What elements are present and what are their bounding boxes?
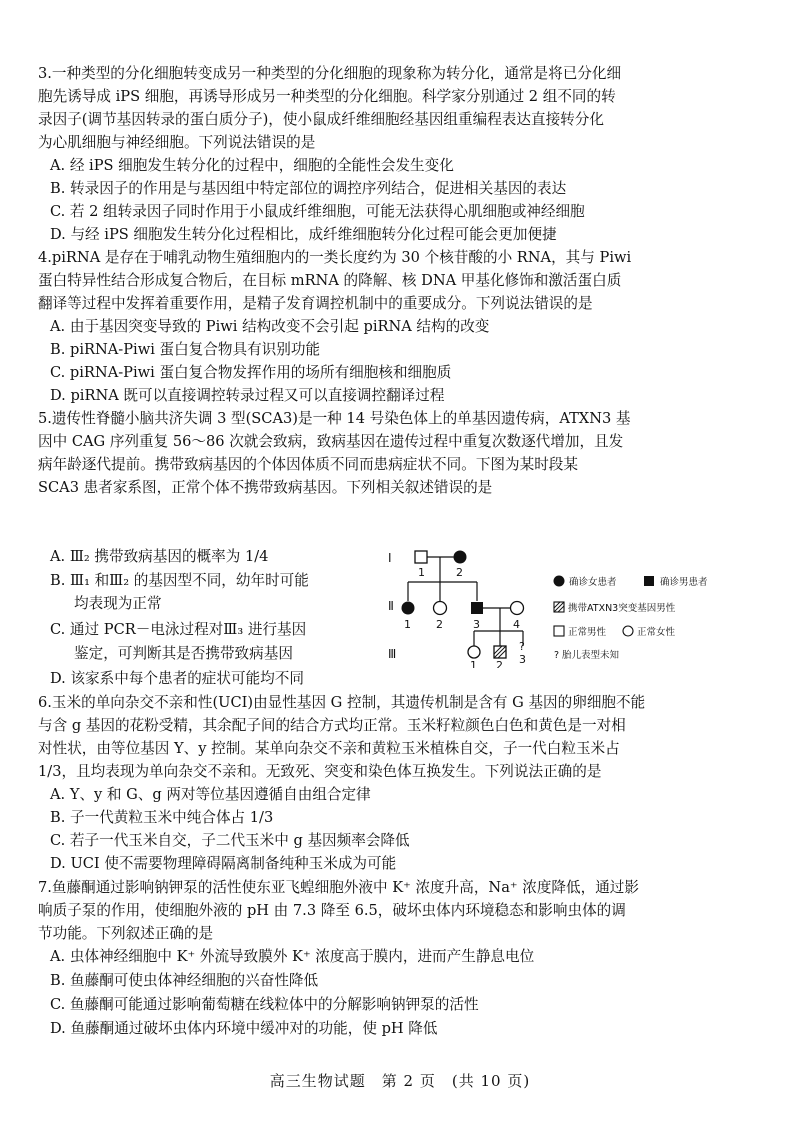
legend-carrier-male: 携带ATXN3突变基因男性	[568, 603, 676, 614]
gen2-number-4: 4	[513, 618, 520, 631]
question-6-option-b: B. 子一代黄粒玉米中纯合体占 1/3	[50, 809, 274, 826]
question-4-stem-line: 4.piRNA 是存在于哺乳动物生殖细胞内的一类长度约为 30 个核苷酸的小 RNA，其与 Piwi	[38, 249, 632, 266]
legend-affected-female: 确诊女患者	[569, 577, 617, 588]
question-6-stem-line: 6.玉米的单向杂交不亲和性(UCI)由显性基因 G 控制，其遗传机制是含有 G 基因的卵细胞不能	[38, 694, 646, 711]
gen3-number-2: 2	[496, 659, 503, 668]
question-4-stem-line: 蛋白特异性结合形成复合物后，在目标 mRNA 的降解、核 DNA 甲基化修饰和激活蛋白质	[38, 272, 622, 289]
question-3-stem-line: 胞先诱导成 iPS 细胞，再诱导形成另一种类型的分化细胞。科学家分别通过 2 组不同的转	[38, 88, 616, 105]
gen2-number-1: 1	[404, 618, 411, 631]
pedigree-legend	[554, 576, 709, 662]
gen2-number-3: 3	[473, 618, 480, 631]
legend-affected-male-icon	[644, 576, 654, 586]
legend-normal-male-icon	[554, 626, 564, 636]
gen3-number-1: 1	[470, 659, 477, 668]
question-3-stem-line: 为心肌细胞与神经细胞。下列说法错误的是	[38, 134, 316, 151]
generation-label-2: Ⅱ	[388, 599, 394, 613]
gen2-normal-female	[434, 602, 447, 615]
gen3-number-3: 3	[519, 653, 526, 666]
generation-label-1: Ⅰ	[388, 551, 392, 565]
question-5-option-d: D. 该家系中每个患者的症状可能均不同	[50, 670, 304, 687]
question-7-option-c: C. 鱼藤酮可能通过影响葡萄糖在线粒体中的分解影响钠钾泵的活性	[50, 996, 479, 1013]
gen2-number-2: 2	[436, 618, 443, 631]
question-5-option-c-cont: 鉴定，可判断其是否携带致病基因	[74, 645, 293, 662]
legend-normal-male: 正常男性	[568, 627, 607, 638]
question-7-option-a: A. 虫体神经细胞中 K⁺ 外流导致膜外 K⁺ 浓度高于膜内，进而产生静息电位	[50, 948, 535, 965]
question-5-stem-line: 5.遗传性脊髓小脑共济失调 3 型(SCA3)是一种 14 号染色体上的单基因遗传病，ATXN3 基	[38, 410, 631, 427]
question-4-stem-line: 翻译等过程中发挥着重要作用，是精子发育调控机制中的重要成分。下列说法错误的是	[38, 295, 593, 312]
question-3-stem-line: 录因子(调节基因转录的蛋白质分子)，使小鼠成纤维细胞经基因组重编程表达直接转分化	[38, 111, 604, 128]
gen2-affected-male	[471, 602, 483, 614]
legend-fetus-unknown: ? 胎儿表型未知	[554, 650, 620, 661]
question-6-stem-line: 对性状，由等位基因 Y、y 控制。某单向杂交不亲和黄粒玉米植株自交，子一代白粒玉米占	[38, 740, 620, 757]
question-4-option-d: D. piRNA 既可以直接调控转录过程又可以直接调控翻译过程	[50, 387, 445, 404]
question-6-option-d: D. UCI 使不需要物理障碍隔离制备纯种玉米成为可能	[50, 855, 397, 872]
generation-label-3: Ⅲ	[388, 647, 397, 661]
gen3-normal-female	[468, 646, 480, 658]
question-6-option-a: A. Y、y 和 G、g 两对等位基因遵循自由组合定律	[50, 786, 371, 803]
legend-affected-female-icon	[554, 576, 565, 587]
gen2-affected-female	[402, 602, 415, 615]
gen1-affected-female	[454, 551, 467, 564]
question-5-option-a: A. Ⅲ₂ 携带致病基因的概率为 1/4	[50, 548, 269, 565]
legend-normal-female: 正常女性	[637, 627, 676, 638]
question-4-option-a: A. 由于基因突变导致的 Piwi 结构改变不会引起 piRNA 结构的改变	[50, 318, 490, 335]
question-4-option-c: C. piRNA-Piwi 蛋白复合物发挥作用的场所有细胞核和细胞质	[50, 364, 452, 381]
question-5-option-b: B. Ⅲ₁ 和Ⅲ₂ 的基因型不同，幼年时可能	[50, 572, 309, 589]
question-3-option-d: D. 与经 iPS 细胞发生转分化过程相比，成纤维细胞转分化过程可能会更加便捷	[50, 226, 557, 243]
question-3-option-c: C. 若 2 组转录因子同时作用于小鼠成纤维细胞，可能无法获得心肌细胞或神经细胞	[50, 203, 585, 220]
question-5-option-b-cont: 均表现为正常	[74, 595, 162, 612]
question-7-stem-line: 节功能。下列叙述正确的是	[38, 925, 214, 942]
gen2-normal-female	[511, 602, 524, 615]
gen1-normal-male	[415, 551, 427, 563]
question-5-stem-line: 因中 CAG 序列重复 56～86 次就会致病，致病基因在遗传过程中重复次数逐代增加，且发	[38, 433, 624, 450]
gen3-unknown-fetus-mark: ?	[519, 640, 525, 653]
gen1-number-1: 1	[418, 566, 425, 579]
legend-normal-female-icon	[623, 626, 633, 636]
question-7-stem-line: 7.鱼藤酮通过影响钠钾泵的活性使东亚飞蝗细胞外液中 K⁺ 浓度升高，Na⁺ 浓度降低，通过影	[38, 879, 639, 896]
gen1-number-2: 2	[456, 566, 463, 579]
pedigree-chart	[360, 548, 770, 668]
legend-carrier-male-icon	[554, 602, 564, 612]
legend-affected-male: 确诊男患者	[660, 577, 708, 588]
question-5-stem-line: SCA3 患者家系图，正常个体不携带致病基因。下列相关叙述错误的是	[38, 479, 493, 496]
question-6-stem-line: 1/3，且均表现为单向杂交不亲和。无致死、突变和染色体互换发生。下列说法正确的是	[38, 763, 602, 780]
question-7-option-d: D. 鱼藤酮通过破坏虫体内环境中缓冲对的功能，使 pH 降低	[50, 1020, 438, 1037]
question-7-option-b: B. 鱼藤酮可使虫体神经细胞的兴奋性降低	[50, 972, 319, 989]
question-4-option-b: B. piRNA-Piwi 蛋白复合物具有识别功能	[50, 341, 321, 358]
question-5-option-c: C. 通过 PCR－电泳过程对Ⅲ₃ 进行基因	[50, 621, 307, 638]
question-6-stem-line: 与含 g 基因的花粉受精，其余配子间的结合方式均正常。玉米籽粒颜色白色和黄色是一对相	[38, 717, 626, 734]
question-3-option-b: B. 转录因子的作用是与基因组中特定部位的调控序列结合，促进相关基因的表达	[50, 180, 567, 197]
gen3-carrier-male	[494, 646, 506, 658]
page-footer: 高三生物试题 第 2 页 (共 10 页)	[269, 1072, 531, 1090]
question-3-option-a: A. 经 iPS 细胞发生转分化的过程中，细胞的全能性会发生变化	[50, 157, 454, 174]
question-3-stem-line: 3.一种类型的分化细胞转变成另一种类型的分化细胞的现象称为转分化，通常是将已分化细	[38, 65, 622, 82]
question-7-stem-line: 响质子泵的作用，使细胞外液的 pH 由 7.3 降至 6.5，破坏虫体内环境稳态和影响虫体的调	[38, 902, 626, 919]
question-5-stem-line: 病年龄逐代提前。携带致病基因的个体因体质不同而患病症状不同。下图为某时段某	[38, 456, 578, 473]
question-6-option-c: C. 若子一代玉米自交，子二代玉米中 g 基因频率会降低	[50, 832, 410, 849]
